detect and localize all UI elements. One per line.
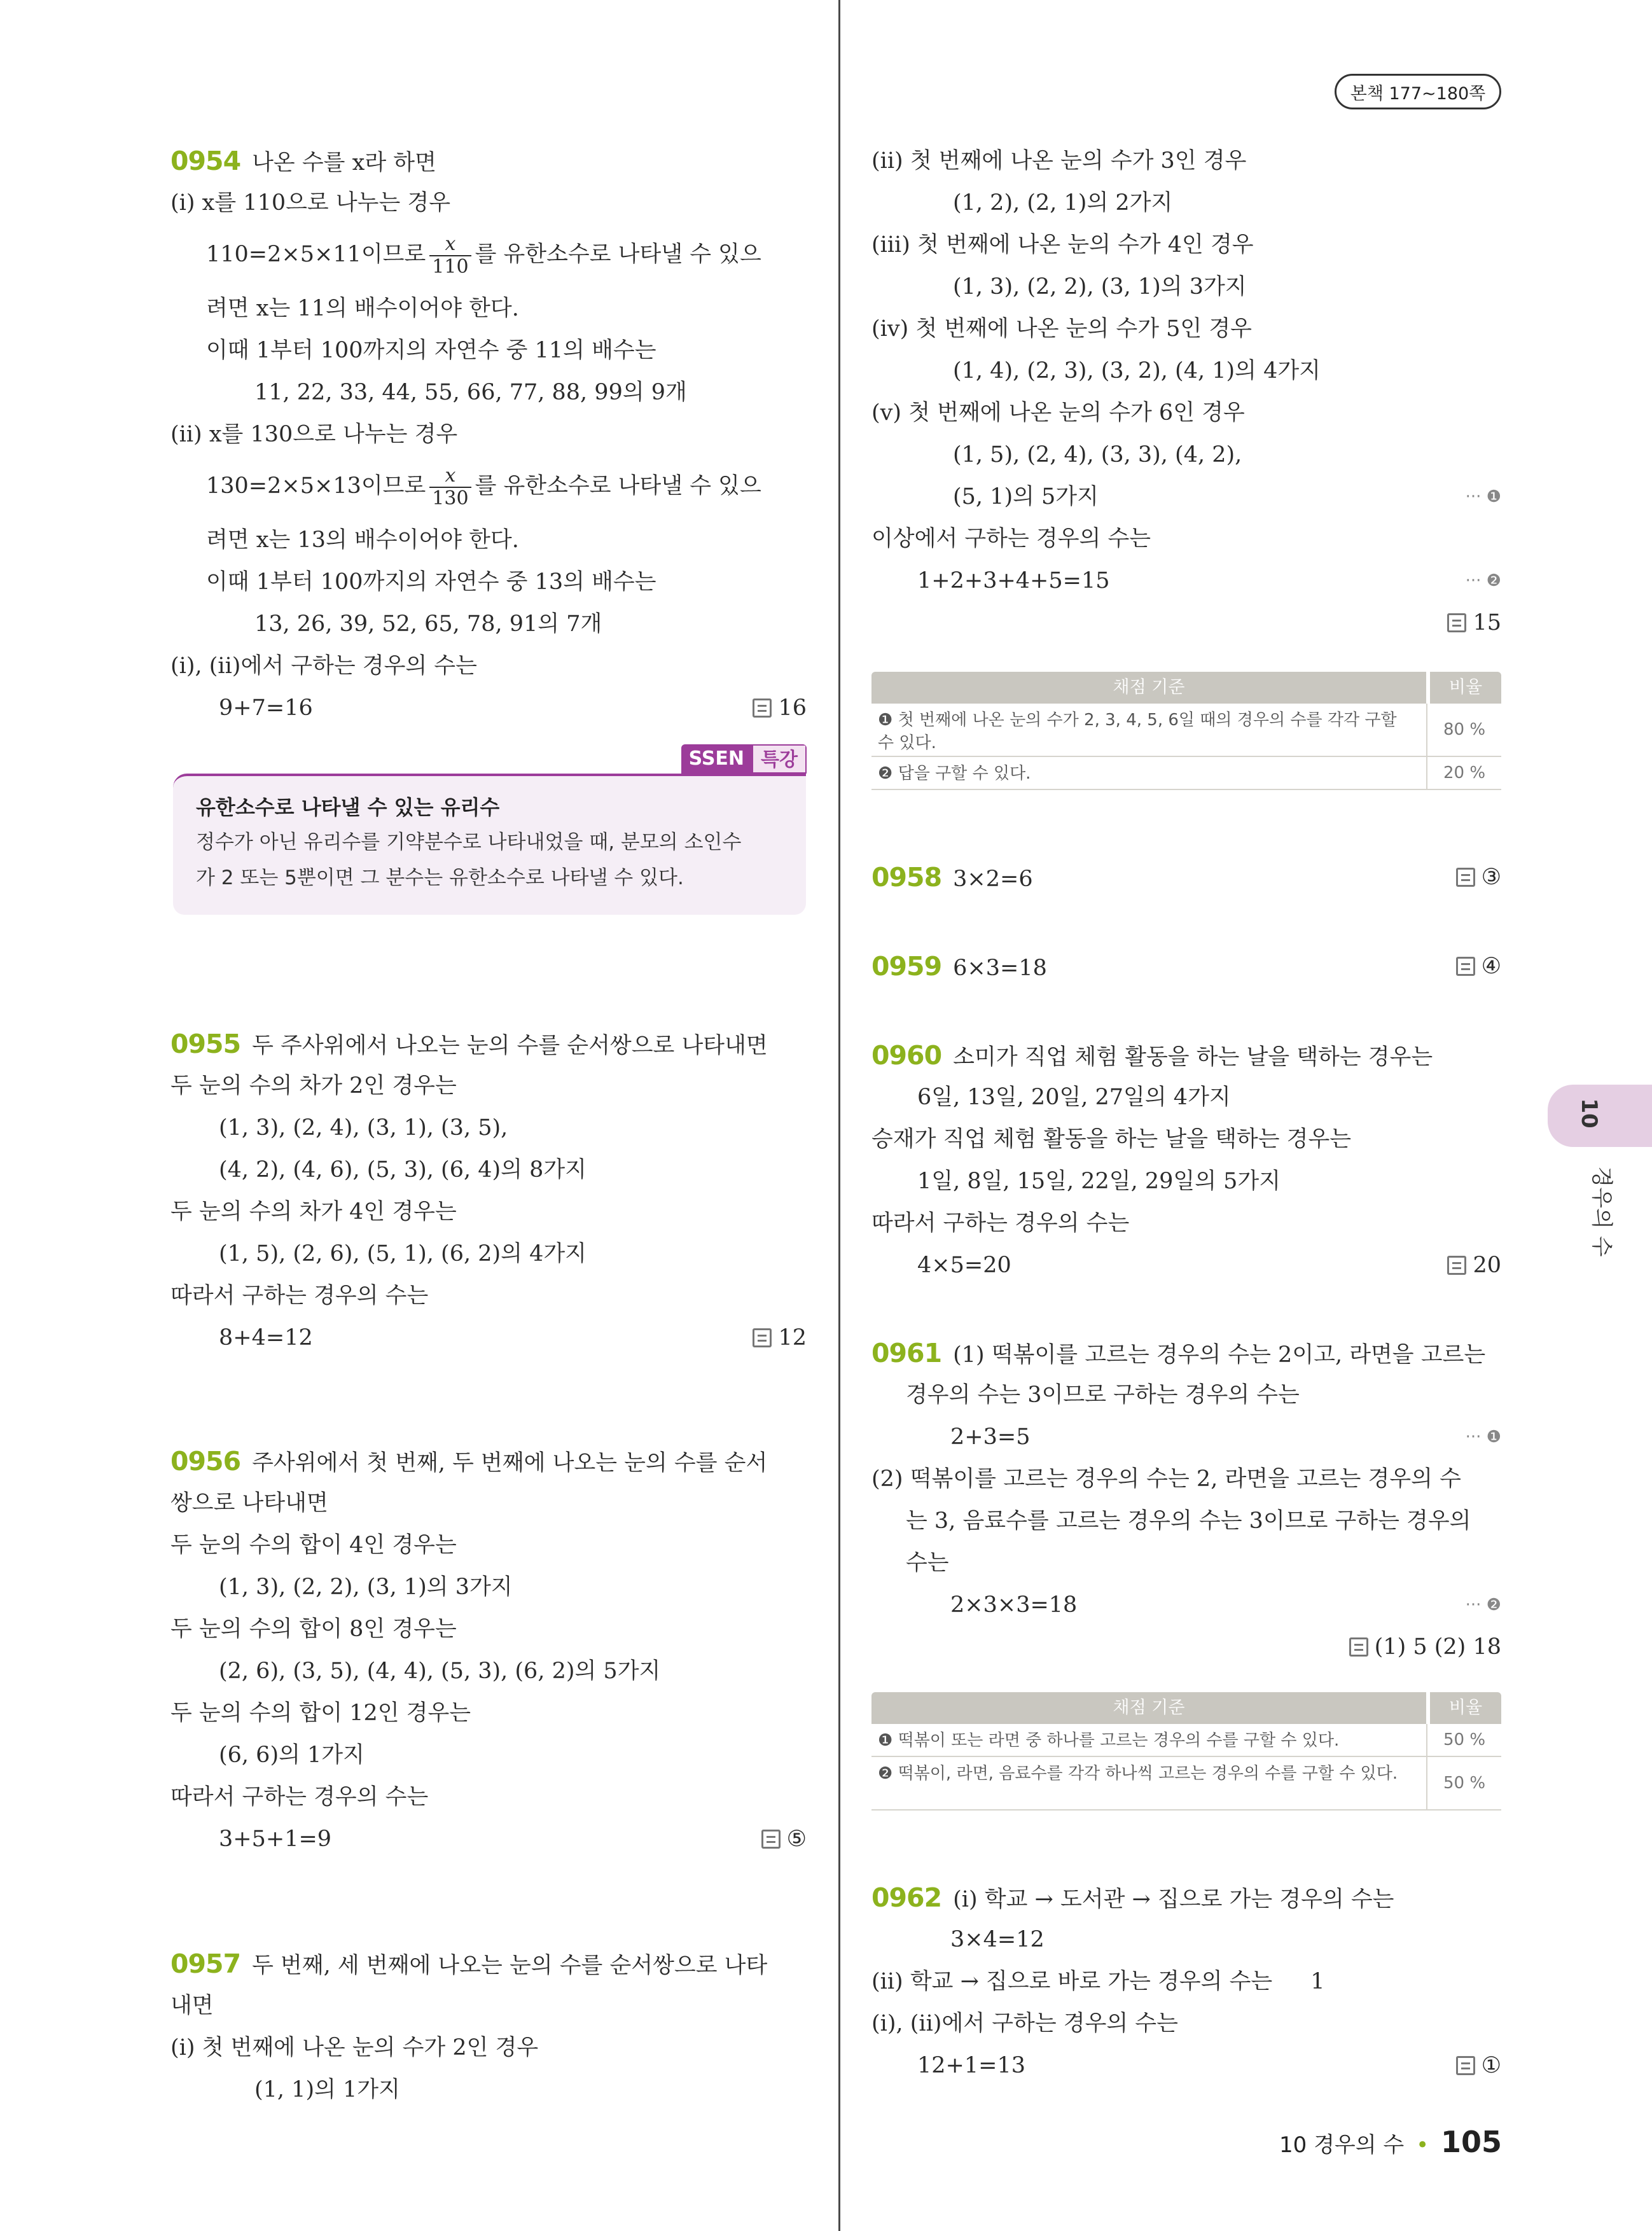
answer: [753, 1317, 807, 1359]
solution-line: (1, 3), (2, 2), (3, 1)의 3가지: [953, 274, 1247, 300]
solution-line: (ii) x를 130으로 나누는 경우: [170, 422, 458, 447]
solution-line: (1) 떡볶이를 고르는 경우의 수는 2이고, 라면을 고르는: [953, 1342, 1486, 1368]
solution-line: (1, 2), (2, 1)의 2가지: [953, 190, 1173, 216]
solution-line: 1+2+3+4+5=15: [917, 568, 1110, 594]
answer-value: 20: [1473, 1253, 1501, 1278]
solution-line: 승재가 직업 체험 활동을 하는 날을 택하는 경우는: [871, 1127, 1352, 1152]
equation-text: 를 유한소수로 나타낼 수 있으: [475, 242, 761, 267]
answer-value: (1) 5 (2) 18: [1374, 1634, 1501, 1660]
criteria-header: 채점 기준: [871, 1692, 1426, 1724]
answer: [1447, 602, 1501, 644]
answer-icon: [753, 1328, 772, 1347]
problem-number: 0957: [170, 1949, 241, 1979]
solution-line: (i) 학교 → 도서관 → 집으로 가는 경우의 수는: [953, 1887, 1394, 1912]
solution-line: (1, 3), (2, 4), (3, 1), (3, 5),: [219, 1115, 508, 1141]
tip-box: [173, 774, 806, 915]
answer: [1349, 1626, 1501, 1668]
page-footer: [1279, 2125, 1502, 2159]
answer-icon: [1349, 1637, 1368, 1657]
solution-line: 6일, 13일, 20일, 27일의 4가지: [917, 1085, 1231, 1110]
solution-line: 두 주사위에서 나오는 눈의 수를 순서쌍으로 나타내면: [252, 1033, 768, 1059]
solution-line: 수는: [906, 1550, 949, 1576]
problem-number: 0960: [871, 1040, 942, 1071]
answer-icon: [1456, 957, 1475, 976]
answer-value: 16: [778, 695, 807, 721]
solution-line: 이때 1부터 100까지의 자연수 중 13의 배수는: [206, 569, 656, 595]
solution-line: 12+1=13: [917, 2053, 1025, 2078]
problem-0955: [170, 1023, 768, 1065]
problem-0962: [871, 1877, 1394, 1919]
solution-line: 6×3=18: [953, 956, 1047, 981]
tip-tag-brand: SSEN: [681, 744, 752, 774]
solution-line: (1, 1)의 1가지: [254, 2077, 400, 2102]
step-marker: ··· ❷: [1465, 571, 1501, 590]
step-marker: ··· ❶: [1465, 487, 1501, 506]
answer-icon: [1447, 613, 1466, 632]
solution-line: [206, 229, 761, 280]
criteria-row: [871, 704, 1501, 757]
grading-criteria-table: [871, 672, 1501, 790]
answer-value: ④: [1481, 954, 1501, 979]
problem-0961: [871, 1332, 1485, 1374]
fraction-denominator: 110: [432, 255, 469, 278]
solution-line: 소미가 직업 체험 활동을 하는 날을 택하는 경우는: [953, 1045, 1433, 1070]
solution-line: 9+7=16: [219, 695, 313, 721]
solution-line: (v) 첫 번째에 나온 눈의 수가 6인 경우: [871, 400, 1245, 426]
criteria-text: ❶ 첫 번째에 나온 눈의 수가 2, 3, 4, 5, 6일 때의 경우의 수를 각각 구할 수 있다.: [871, 704, 1427, 756]
solution-line: 는 3, 음료수를 고르는 경우의 수는 3이므로 구하는 경우의: [906, 1508, 1471, 1534]
solution-line: 3×2=6: [953, 866, 1033, 892]
page-number: 105: [1440, 2125, 1502, 2159]
solution-line: (i) x를 110으로 나누는 경우: [170, 190, 451, 216]
solution-line: 두 눈의 수의 합이 4인 경우는: [170, 1533, 457, 1558]
solution-line: (4, 2), (4, 6), (5, 3), (6, 4)의 8가지: [219, 1157, 587, 1183]
solution-line: [206, 461, 761, 511]
solution-line: 두 눈의 수의 차가 2인 경우는: [170, 1073, 457, 1099]
ratio-header: 비율: [1430, 1692, 1501, 1724]
problem-0956: [170, 1440, 767, 1482]
solution-line: 따라서 구하는 경우의 수는: [871, 1211, 1130, 1236]
solution-line: 주사위에서 첫 번째, 두 번째에 나오는 눈의 수를 순서: [252, 1450, 768, 1476]
answer-value: ③: [1481, 865, 1501, 890]
solution-line: 나온 수를 x라 하면: [252, 150, 436, 176]
chapter-number: 10: [1576, 1098, 1602, 1129]
solution-line: 경우의 수는 3이므로 구하는 경우의 수는: [906, 1382, 1300, 1408]
answer-value: ⑤: [786, 1826, 807, 1852]
tip-title: 유한소수로 나타낼 수 있는 유리수: [196, 795, 500, 819]
answer-icon: [1447, 1256, 1466, 1275]
solution-line: 3×4=12: [950, 1927, 1045, 1952]
solution-line: 8+4=12: [219, 1325, 313, 1351]
criteria-row: [871, 757, 1501, 790]
tip-tag: [681, 744, 807, 774]
answer-value: 15: [1473, 610, 1501, 636]
criteria-text: ❷ 떡볶이, 라면, 음료수를 각각 하나씩 고르는 경우의 수를 구할 수 있다.: [871, 1757, 1427, 1809]
tip-tag-label: 특강: [752, 744, 807, 774]
solution-line: (2, 6), (3, 5), (4, 4), (5, 3), (6, 2)의 5가지: [219, 1658, 661, 1684]
equation-text: 를 유한소수로 나타낼 수 있으: [475, 473, 761, 499]
solution-line: [871, 1961, 1325, 2003]
solution-line: 2+3=5: [950, 1424, 1031, 1450]
problem-0959: [871, 945, 1047, 987]
solution-line: 내면: [170, 1993, 214, 2019]
equation-text: 110=2×5×11이므로: [206, 242, 426, 267]
solution-line: (iii) 첫 번째에 나온 눈의 수가 4인 경우: [871, 232, 1254, 258]
problem-0958: [871, 856, 1033, 898]
solution-line: (1, 4), (2, 3), (3, 2), (4, 1)의 4가지: [953, 358, 1321, 384]
answer-icon: [761, 1830, 781, 1849]
tip-body-line: 가 2 또는 5뿐이면 그 분수는 유한소수로 나타낼 수 있다.: [196, 866, 684, 889]
solution-line: (1, 3), (2, 2), (3, 1)의 3가지: [219, 1574, 513, 1600]
step-marker: ··· ❷: [1465, 1595, 1501, 1615]
solution-line: 3+5+1=9: [219, 1826, 332, 1852]
answer: [753, 687, 807, 729]
criteria-text: ❶ 떡볶이 또는 라면 중 하나를 고르는 경우의 수를 구할 수 있다.: [871, 1724, 1427, 1756]
answer: [1456, 2045, 1501, 2087]
criteria-header: 채점 기준: [871, 672, 1426, 704]
solution-line: 1일, 8일, 15일, 22일, 29일의 5가지: [917, 1169, 1281, 1194]
problem-number: 0959: [871, 951, 942, 982]
solution-line: 쌍으로 나타내면: [170, 1491, 328, 1516]
solution-line: (1, 5), (2, 4), (3, 3), (4, 2),: [953, 442, 1242, 468]
solution-line: (6, 6)의 1가지: [219, 1742, 364, 1768]
solution-line: 이때 1부터 100까지의 자연수 중 11의 배수는: [206, 338, 656, 363]
problem-0960: [871, 1034, 1433, 1076]
criteria-row: [871, 1757, 1501, 1811]
problem-number: 0958: [871, 862, 942, 893]
solution-line: 따라서 구하는 경우의 수는: [170, 1784, 429, 1810]
fraction-numerator: x: [429, 233, 471, 256]
criteria-ratio: 50 %: [1443, 1774, 1486, 1793]
solution-line: 두 눈의 수의 차가 4인 경우는: [170, 1199, 457, 1225]
solution-line: 려면 x는 11의 배수이어야 한다.: [206, 296, 519, 321]
fraction-denominator: 130: [432, 487, 469, 510]
equation-text: 1: [1310, 1969, 1325, 1994]
equation-text: 130=2×5×13이므로: [206, 473, 426, 499]
solution-line: (ii) 첫 번째에 나온 눈의 수가 3인 경우: [871, 148, 1247, 174]
problem-number: 0962: [871, 1882, 942, 1913]
solution-line: (1, 5), (2, 6), (5, 1), (6, 2)의 4가지: [219, 1241, 587, 1267]
criteria-ratio: 80 %: [1443, 720, 1486, 739]
solution-line: (i) 첫 번째에 나온 눈의 수가 2인 경우: [170, 2035, 539, 2061]
solution-line: 이상에서 구하는 경우의 수는: [871, 526, 1151, 552]
problem-0954: [170, 140, 436, 182]
answer: [1456, 856, 1501, 898]
solution-line: 두 번째, 세 번째에 나오는 눈의 수를 순서쌍으로 나타: [252, 1953, 768, 1978]
answer-value: 12: [778, 1325, 807, 1351]
solution-line: (i), (ii)에서 구하는 경우의 수는: [170, 653, 477, 679]
solution-line: (iv) 첫 번째에 나온 눈의 수가 5인 경우: [871, 316, 1252, 342]
solution-line: 13, 26, 39, 52, 65, 78, 91의 7개: [254, 611, 602, 637]
problem-0957: [170, 1943, 767, 1985]
page-reference-badge: 본책 177~180쪽: [1335, 74, 1501, 109]
solution-line: (5, 1)의 5가지: [953, 484, 1099, 510]
answer: [1447, 1244, 1501, 1286]
problem-number: 0956: [170, 1446, 241, 1477]
solution-line: 4×5=20: [917, 1253, 1011, 1278]
answer-icon: [1456, 2056, 1475, 2075]
solution-line: 두 눈의 수의 합이 12인 경우는: [170, 1700, 471, 1726]
answer: [1456, 945, 1501, 987]
criteria-ratio: 20 %: [1443, 763, 1486, 782]
solution-line: 두 눈의 수의 합이 8인 경우는: [170, 1616, 457, 1642]
equation-text: (ii) 학교 → 집으로 바로 가는 경우의 수는: [871, 1969, 1273, 1994]
solution-line: 따라서 구하는 경우의 수는: [170, 1283, 429, 1309]
ratio-header: 비율: [1430, 672, 1501, 704]
footer-chapter: 10 경우의 수: [1279, 2132, 1405, 2158]
criteria-ratio: 50 %: [1443, 1730, 1486, 1749]
problem-number: 0954: [170, 146, 241, 176]
answer: [761, 1818, 807, 1860]
solution-line: (i), (ii)에서 구하는 경우의 수는: [871, 2011, 1178, 2036]
answer-icon: [753, 698, 772, 718]
answer-value: ①: [1481, 2053, 1501, 2078]
solution-line: (2) 떡볶이를 고르는 경우의 수는 2, 라면을 고르는 경우의 수: [871, 1466, 1461, 1492]
column-divider: [838, 0, 840, 2231]
fraction: [429, 465, 471, 510]
problem-number: 0955: [170, 1029, 241, 1059]
tip-body-line: 정수가 아닌 유리수를 기약분수로 나타내었을 때, 분모의 소인수: [196, 831, 742, 854]
solution-line: 11, 22, 33, 44, 55, 66, 77, 88, 99의 9개: [254, 380, 687, 405]
problem-number: 0961: [871, 1338, 942, 1368]
solution-line: 려면 x는 13의 배수이어야 한다.: [206, 527, 519, 553]
grading-criteria-table: [871, 1692, 1501, 1811]
solution-line: 2×3×3=18: [950, 1592, 1078, 1618]
criteria-row: [871, 1724, 1501, 1757]
criteria-text: ❷ 답을 구할 수 있다.: [871, 757, 1427, 789]
step-marker: ··· ❶: [1465, 1428, 1501, 1447]
answer-icon: [1456, 868, 1475, 887]
fraction-numerator: x: [429, 465, 471, 488]
fraction: [429, 233, 471, 278]
footer-bullet: •: [1416, 2132, 1429, 2158]
chapter-title: 경우의 수: [1588, 1166, 1614, 1257]
